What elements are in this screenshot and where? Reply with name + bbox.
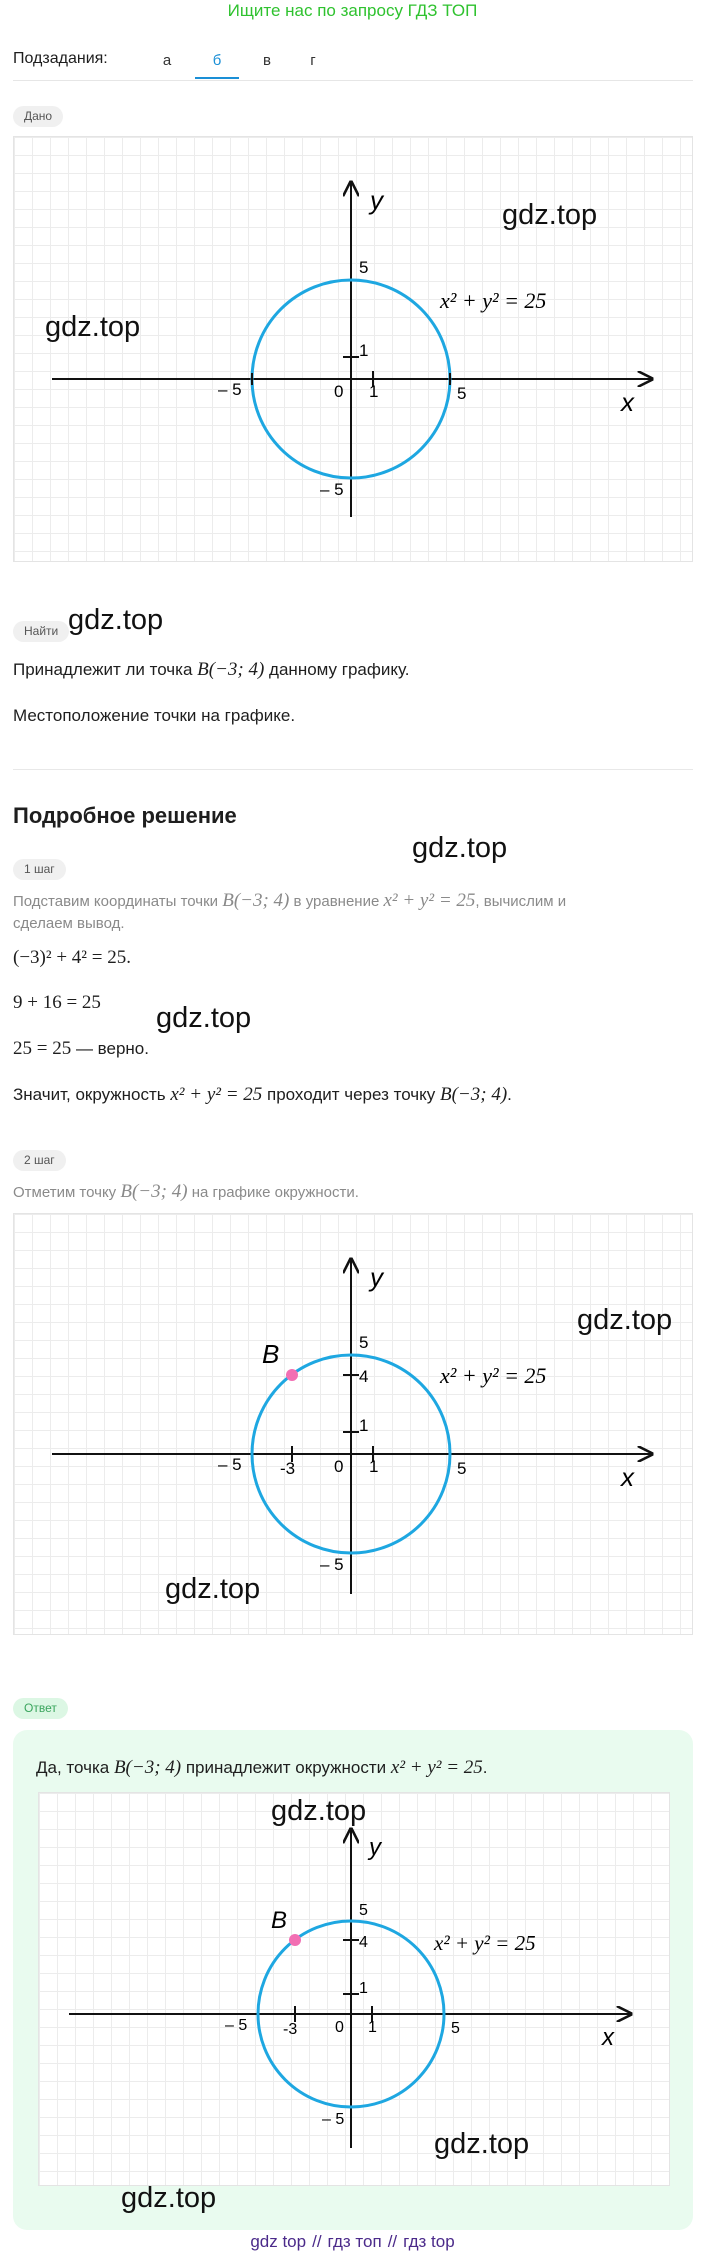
calc-line-1: (−3)² + 4² = 25. — [13, 947, 131, 968]
footer-separator: // — [387, 2232, 398, 2251]
x-tick-label-1: 1 — [368, 2019, 377, 2036]
given-plot — [13, 136, 693, 562]
calc-line-2: 9 + 16 = 25 — [13, 992, 101, 1013]
answer-text: Да, точка B(−3; 4) принадлежит окружности x² + y² = 25. — [36, 1757, 488, 1778]
tab-v[interactable]: в — [263, 52, 271, 69]
point-math: B(−3; 4) — [197, 659, 265, 680]
point-b-marker — [286, 1369, 298, 1381]
y-tick-label-neg5: – 5 — [320, 480, 344, 499]
watermark: gdz.top — [271, 1795, 367, 1827]
equation-label: x² + y² = 25 — [440, 1363, 547, 1388]
solution-title: Подробное решение — [13, 803, 237, 828]
watermark: gdz.top — [45, 311, 141, 343]
divider — [13, 769, 693, 770]
calc-line-3: 25 = 25 — верно. — [13, 1038, 149, 1059]
y-tick-label-neg5: – 5 — [320, 1555, 344, 1574]
step2-text: Отметим точку B(−3; 4) на графике окружности. — [13, 1181, 359, 1202]
step2-chip: 2 шаг — [13, 1150, 66, 1171]
y-tick-label-4: 4 — [359, 1367, 369, 1386]
step2-plot — [13, 1213, 693, 1635]
origin-label: 0 — [334, 382, 344, 401]
footer-link-2[interactable]: гдз топ — [327, 2232, 382, 2251]
y-tick-label-neg5: – 5 — [322, 2111, 345, 2128]
point-b-marker — [289, 1934, 301, 1946]
subtasks-label: Подзадания: — [13, 50, 108, 67]
x-tick-label-5: 5 — [457, 1459, 467, 1478]
y-tick-label-1: 1 — [359, 1416, 369, 1435]
watermark: gdz.top — [165, 1573, 261, 1605]
x-axis-label: x — [602, 2024, 614, 2051]
x-tick-label-neg3: -3 — [283, 2021, 298, 2038]
x-tick-label-neg5: – 5 — [218, 380, 242, 399]
tab-b[interactable]: б — [195, 48, 239, 79]
y-tick-label-1: 1 — [359, 341, 369, 360]
find-line-2: Местоположение точки на графике. — [13, 706, 296, 725]
find-line-1: Принадлежит ли точка B(−3; 4) данному графику. — [13, 659, 410, 680]
answer-chip: Ответ — [13, 1698, 68, 1719]
watermark: gdz.top — [434, 2128, 530, 2160]
equation-label: x² + y² = 25 — [440, 288, 547, 313]
footer-separator: // — [312, 2232, 322, 2251]
top-banner[interactable]: Ищите нас по запросу ГДЗ ТОП — [227, 1, 478, 20]
subtasks-bar — [13, 48, 693, 81]
equation-label: x² + y² = 25 — [434, 1931, 536, 1955]
y-axis-label: y — [370, 1262, 383, 1292]
footer-links — [0, 2232, 705, 2252]
x-axis-label: x — [621, 387, 634, 417]
find-chip: Найти — [13, 621, 69, 642]
y-tick-label-5: 5 — [359, 258, 369, 277]
x-tick-label-5: 5 — [457, 384, 467, 403]
watermark: gdz.top — [502, 199, 598, 231]
answer-plot — [38, 1792, 670, 2186]
point-b-label: B — [262, 1339, 280, 1369]
tab-g[interactable]: г — [310, 52, 316, 69]
y-tick-label-4: 4 — [359, 1934, 368, 1951]
watermark: gdz.top — [68, 604, 164, 636]
x-tick-label-neg3: -3 — [280, 1459, 296, 1478]
y-tick-label-1: 1 — [359, 1980, 368, 1997]
point-b-label: B — [271, 1907, 288, 1934]
watermark: gdz.top — [577, 1304, 673, 1336]
given-chip: Дано — [13, 106, 63, 127]
tab-a[interactable]: а — [162, 52, 172, 69]
step1-conclusion: Значит, окружность x² + y² = 25 проходит через точку B(−3; 4). — [13, 1084, 512, 1105]
origin-label: 0 — [334, 1457, 344, 1476]
watermark: gdz.top — [412, 832, 508, 864]
x-tick-label-5: 5 — [451, 2020, 460, 2037]
step1-chip: 1 шаг — [13, 859, 66, 880]
y-tick-label-5: 5 — [359, 1902, 368, 1919]
y-axis-label: y — [369, 1834, 381, 1861]
x-tick-label-neg5: – 5 — [225, 2017, 248, 2034]
x-axis-label: x — [621, 1462, 634, 1492]
x-tick-label-1: 1 — [369, 1457, 379, 1476]
watermark: gdz.top — [121, 2182, 217, 2214]
y-tick-label-5: 5 — [359, 1333, 369, 1352]
answer-box — [13, 1730, 693, 2230]
footer-link-3[interactable]: гдз top — [403, 2232, 455, 2251]
step1-intro: Подставим координаты точки B(−3; 4) в уравнение x² + y² = 25, вычислим и сделаем вывод. — [13, 890, 567, 932]
x-tick-label-neg5: – 5 — [218, 1455, 242, 1474]
x-tick-label-1: 1 — [369, 382, 379, 401]
origin-label: 0 — [335, 2019, 344, 2036]
footer-link-1[interactable]: gdz top — [250, 2232, 307, 2251]
y-axis-label: y — [370, 185, 383, 215]
watermark: gdz.top — [156, 1002, 252, 1034]
